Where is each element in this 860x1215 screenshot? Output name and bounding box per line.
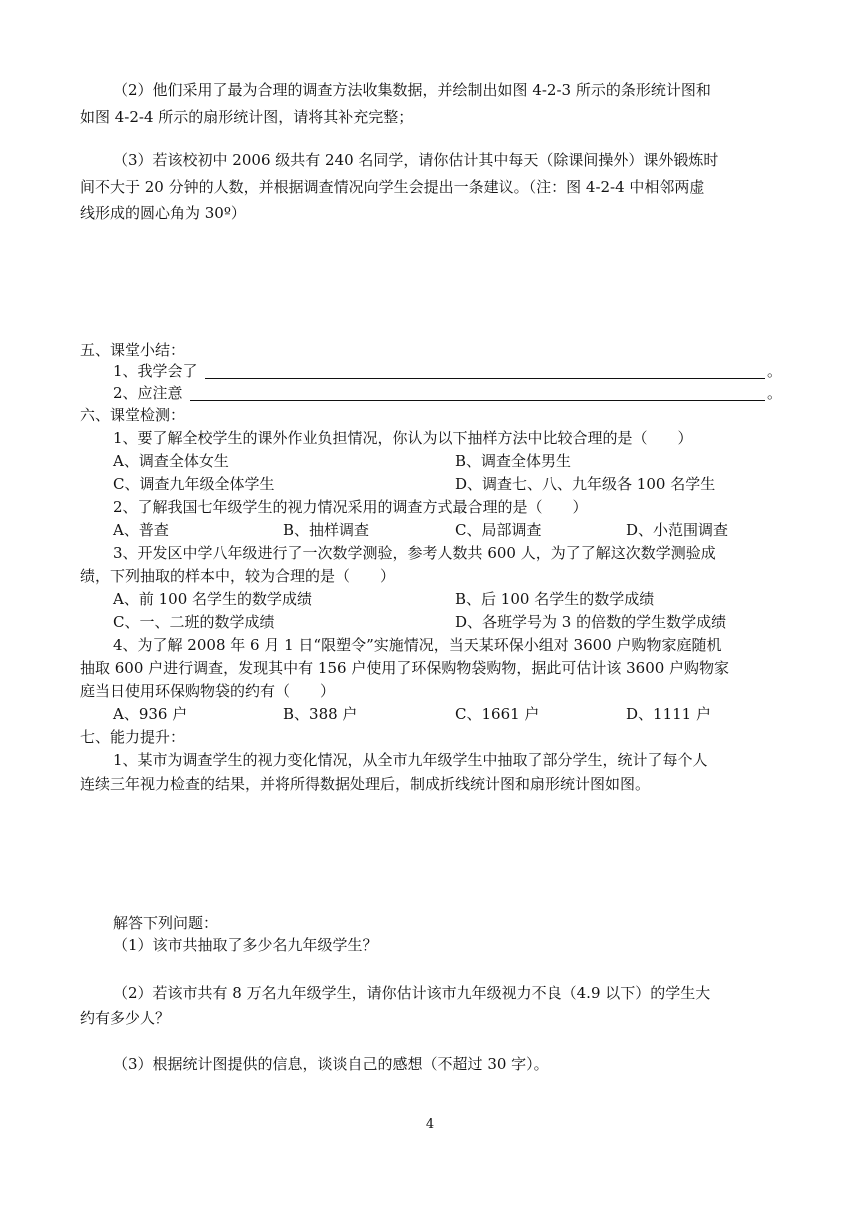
test-q3-stem-1: 3、开发区中学八年级进行了一次数学测验，参考人数共 600 人，为了了解这次数学测验成: [113, 544, 716, 562]
test-q2-option-d: D、小范围调查: [626, 521, 729, 539]
test-q1-option-a: A、调查全体女生: [113, 452, 229, 470]
ability-q1-line-1: 1、某市为调查学生的视力变化情况，从全市九年级学生中抽取了部分学生，统计了每个人: [113, 751, 708, 769]
test-q2-option-b: B、抽样调查: [283, 521, 370, 539]
ability-sub-2-line-2: 约有多少人？: [80, 1009, 171, 1027]
summary-item-2: 2、应注意: [113, 384, 183, 402]
page-number: 4: [425, 1117, 435, 1132]
q3-line-3: 线形成的圆心角为 30º）: [80, 204, 246, 222]
test-heading: 六、课堂检测：: [80, 406, 186, 424]
test-q3-stem-2: 绩，下列抽取的样本中，较为合理的是（ ）: [80, 567, 396, 585]
summary-end-1: 。: [767, 362, 783, 380]
ability-heading: 七、能力提升：: [80, 728, 186, 746]
test-q2-option-a: A、普查: [113, 521, 169, 539]
test-q1-option-b: B、调查全体男生: [455, 452, 572, 470]
test-q3-option-b: B、后 100 名学生的数学成绩: [455, 590, 655, 608]
summary-item-1: 1、我学会了: [113, 362, 198, 380]
q2-line-2: 如图 4-2-4 所示的扇形统计图，请将其补充完整；: [80, 108, 414, 126]
test-q1-stem: 1、要了解全校学生的课外作业负担情况，你认为以下抽样方法中比较合理的是（ ）: [113, 429, 693, 447]
test-q4-stem-2: 抽取 600 户进行调查，发现其中有 156 户使用了环保购物袋购物，据此可估计该 3600 户购物家: [80, 659, 730, 677]
test-q4-stem-3: 庭当日使用环保购物袋的约有（ ）: [80, 682, 336, 700]
ability-sub-1: （1）该市共抽取了多少名九年级学生？: [113, 936, 378, 954]
test-q4-option-b: B、388 户: [283, 705, 358, 723]
summary-heading: 五、课堂小结：: [80, 341, 186, 359]
q2-line-1: （2）他们采用了最为合理的调查方法收集数据，并绘制出如图 4-2-3 所示的条形统计图和: [113, 81, 711, 99]
ability-sub-2-line-1: （2）若该市共有 8 万名九年级学生，请你估计该市九年级视力不良（4.9 以下）的学生大: [113, 984, 711, 1002]
test-q4-stem-1: 4、为了解 2008 年 6 月 1 日“限塑令”实施情况，当天某环保小组对 3600 户购物家庭随机: [113, 636, 722, 654]
test-q1-option-c: C、调查九年级全体学生: [113, 475, 275, 493]
test-q4-option-c: C、1661 户: [455, 705, 540, 723]
test-q2-option-c: C、局部调查: [455, 521, 542, 539]
ability-q1-line-2: 连续三年视力检查的结果，并将所得数据处理后，制成折线统计图和扇形统计图如图。: [80, 775, 651, 793]
summary-blank-1[interactable]: [205, 378, 765, 379]
test-q3-option-c: C、一、二班的数学成绩: [113, 613, 275, 631]
summary-end-2: 。: [767, 384, 783, 402]
test-q4-option-d: D、1111 户: [626, 705, 711, 723]
answer-heading: 解答下列问题：: [113, 914, 219, 932]
summary-blank-2[interactable]: [190, 400, 765, 401]
test-q2-stem: 2、了解我国七年级学生的视力情况采用的调查方式最合理的是（ ）: [113, 498, 588, 516]
test-q1-option-d: D、调查七、八、九年级各 100 名学生: [455, 475, 716, 493]
q3-line-2: 间不大于 20 分钟的人数，并根据调查情况向学生会提出一条建议。（注：图 4-2-4 中相邻两虚: [80, 178, 705, 196]
test-q4-option-a: A、936 户: [113, 705, 188, 723]
q3-line-1: （3）若该校初中 2006 级共有 240 名同学，请你估计其中每天（除课间操外）课外锻炼时: [113, 151, 719, 169]
test-q3-option-a: A、前 100 名学生的数学成绩: [113, 590, 313, 608]
ability-sub-3: （3）根据统计图提供的信息，谈谈自己的感想（不超过 30 字）。: [113, 1055, 549, 1073]
test-q3-option-d: D、各班学号为 3 的倍数的学生数学成绩: [455, 613, 727, 631]
